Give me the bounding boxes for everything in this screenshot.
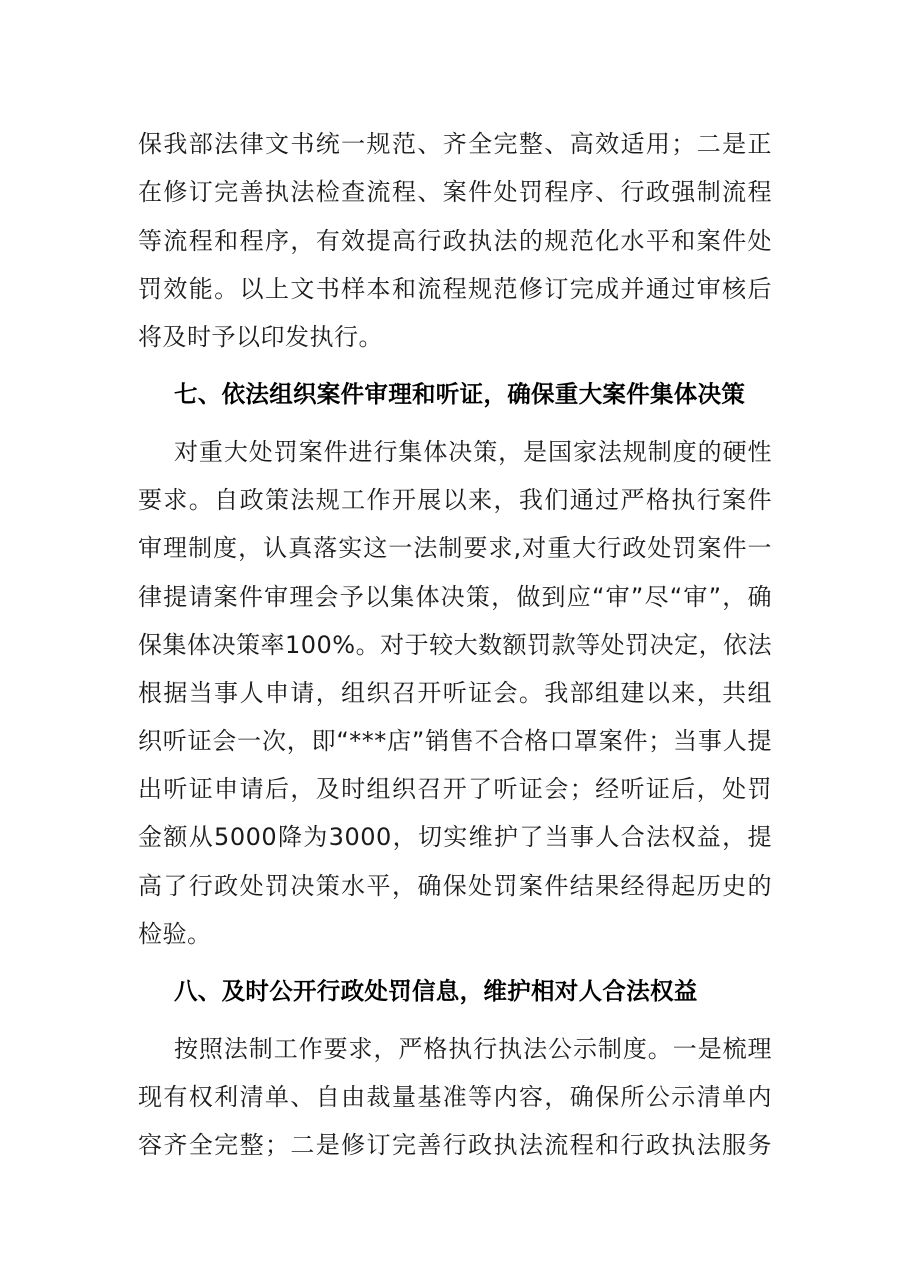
paragraph-line: 将及时予以印发执行。 [138,323,383,351]
section-heading-7: 七、依法组织案件审理和听证，确保重大案件集体决策 [174,380,746,408]
paragraph-line: 等流程和程序，有效提高行政执法的规范化水平和案件处 [138,227,772,255]
paragraph-line: 高了行政处罚决策水平，确保处罚案件结果经得起历史的 [138,872,772,900]
paragraph-line: 出听证申请后，及时组织召开了听证会；经听证后，处罚 [138,775,772,803]
paragraph-line: 按照法制工作要求，严格执行执法公示制度。一是梳理 [174,1035,772,1063]
section-heading-8: 八、及时公开行政处罚信息，维护相对人合法权益 [174,977,698,1005]
paragraph-line: 金额从5000降为3000，切实维护了当事人合法权益，提 [138,823,772,851]
paragraph-line: 保集体决策率100%。对于较大数额罚款等处罚决定，依法 [138,631,773,659]
paragraph-line: 现有权利清单、自由裁量基准等内容，确保所公示清单内 [138,1083,772,1111]
paragraph-line: 审理制度，认真落实这一法制要求,对重大行政处罚案件一 [138,534,772,562]
paragraph-line: 要求。自政策法规工作开展以来，我们通过严格执行案件 [138,486,772,514]
paragraph-line: 在修订完善执法检查流程、案件处罚程序、行政强制流程 [138,178,772,206]
paragraph-line: 罚效能。以上文书样本和流程规范修订完成并通过审核后 [138,275,772,303]
paragraph-line: 保我部法律文书统一规范、齐全完整、高效适用；二是正 [138,130,772,158]
paragraph-line: 对重大处罚案件进行集体决策，是国家法规制度的硬性 [174,438,772,466]
paragraph-line: 容齐全完整；二是修订完善行政执法流程和行政执法服务 [138,1131,772,1159]
paragraph-line: 检验。 [138,920,212,948]
paragraph-line: 律提请案件审理会予以集体决策，做到应“审”尽“审”，确 [138,583,772,611]
paragraph-line: 根据当事人申请，组织召开听证会。我部组建以来，共组 [138,679,772,707]
paragraph-line: 织听证会一次，即“***店”销售不合格口罩案件；当事人提 [138,727,772,755]
